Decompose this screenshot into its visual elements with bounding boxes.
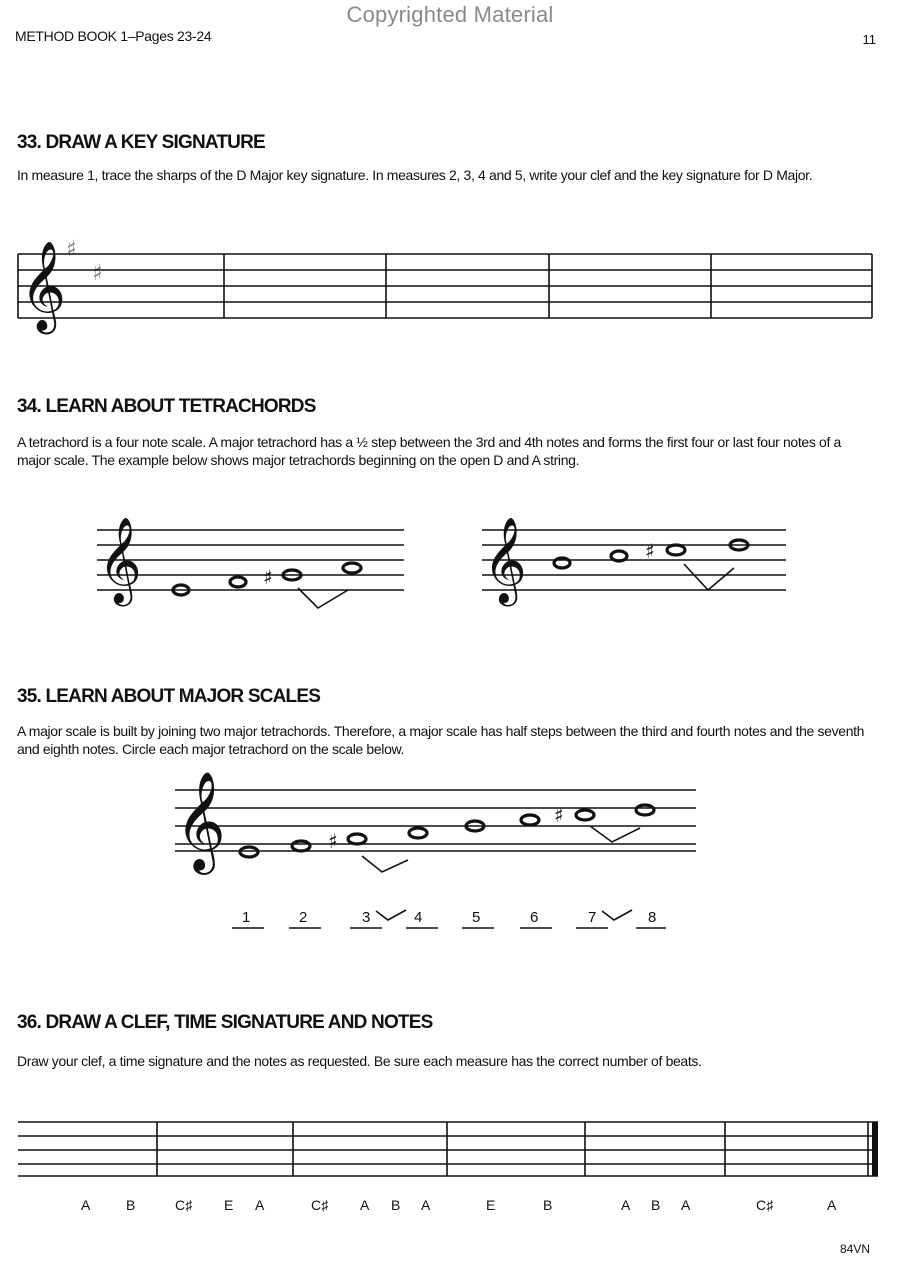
sharp-c-icon: ♯: [92, 261, 103, 286]
whole-note-b: [521, 815, 539, 825]
treble-clef-icon: 𝄞: [20, 241, 67, 331]
sharp-icon: ♯: [328, 829, 338, 853]
whole-note-f-sharp: [348, 834, 366, 844]
scale-degree-labels: [232, 909, 666, 928]
section-35-title: 35. LEARN ABOUT MAJOR SCALES: [17, 686, 321, 707]
note-name: C♯: [311, 1197, 329, 1213]
note-name: E: [224, 1197, 234, 1213]
note-name: B: [391, 1197, 401, 1213]
treble-clef-icon: 𝄞: [483, 517, 527, 603]
clef-time-notes-staff: [0, 1110, 900, 1220]
whole-note-c-sharp: [667, 545, 685, 555]
tetrachord-staffs: [0, 500, 900, 610]
catalog-code: 84VN: [839, 1242, 870, 1256]
note-name: B: [543, 1197, 553, 1213]
half-step-mark-icon: [590, 826, 640, 842]
note-name: A: [681, 1197, 691, 1213]
staff-lines: [175, 790, 696, 851]
half-step-mark-icon: [684, 564, 734, 590]
scale-degree: 1: [242, 909, 251, 926]
final-barline-thick: [872, 1122, 878, 1176]
requested-note-names: [81, 1197, 837, 1213]
sharp-icon: ♯: [554, 803, 564, 827]
copyright-watermark: Copyrighted Material: [346, 2, 554, 27]
note-name: E: [486, 1197, 496, 1213]
note-name: B: [126, 1197, 136, 1213]
staff-lines: [18, 1122, 878, 1176]
note-name: A: [360, 1197, 370, 1213]
half-step-mark-icon: [362, 856, 408, 872]
whole-note-d: [636, 805, 654, 815]
whole-note-e: [292, 841, 310, 851]
whole-note-d: [240, 847, 258, 857]
section-34-title: 34. LEARN ABOUT TETRACHORDS: [17, 396, 316, 417]
page-header-title: METHOD BOOK 1–Pages 23-24: [15, 28, 212, 44]
note-name: B: [651, 1197, 661, 1213]
scale-degree: 4: [414, 909, 423, 926]
half-step-mark-icon: [298, 588, 348, 608]
section-34-instructions: A tetrachord is a four note scale. A major tetrachord has a ½ step between the 3rd and 4th notes and forms the first four or last four notes of a major scale. The example below shows major tetrachords beginning on the open D and A string.: [17, 434, 841, 468]
scale-degree: 6: [530, 909, 539, 926]
section-35-instructions: A major scale is built by joining two major tetrachords. Therefore, a major scale has half steps between the third and fourth notes and the seventh and eighth notes. Circle each major tetrachord on the scale below.: [17, 723, 865, 757]
whole-note-a: [554, 558, 570, 568]
note-name: A: [421, 1197, 431, 1213]
note-name: A: [827, 1197, 837, 1213]
sharp-f-icon: ♯: [66, 237, 77, 262]
note-name: A: [81, 1197, 91, 1213]
sharp-icon: ♯: [645, 539, 655, 563]
staff-lines: [97, 530, 404, 590]
treble-clef-icon: 𝄞: [98, 517, 142, 603]
whole-note-g: [409, 828, 427, 838]
scale-degree: 7: [588, 909, 597, 926]
note-name: C♯: [756, 1197, 774, 1213]
sharp-icon: ♯: [263, 565, 273, 589]
page-number: 11: [862, 32, 876, 47]
note-name: A: [621, 1197, 631, 1213]
whole-note-g: [343, 563, 361, 573]
section-36-instructions: Draw your clef, a time signature and the notes as requested. Be sure each measure has the correct number of beats.: [17, 1053, 702, 1069]
whole-note-c-sharp: [576, 810, 594, 820]
major-scale-staff: [0, 770, 900, 940]
scale-degree: 5: [472, 909, 481, 926]
scale-degree: 3: [362, 909, 371, 926]
treble-clef-icon: 𝄞: [175, 771, 226, 871]
section-36-title: 36. DRAW A CLEF, TIME SIGNATURE AND NOTES: [17, 1012, 433, 1033]
scale-degree: 8: [648, 909, 657, 926]
key-signature-staff: [0, 220, 900, 330]
note-name: A: [255, 1197, 265, 1213]
scale-degree: 2: [299, 909, 308, 926]
section-33-title: 33. DRAW A KEY SIGNATURE: [17, 132, 265, 153]
section-33-instructions: In measure 1, trace the sharps of the D Major key signature. In measures 2, 3, 4 and 5, write your clef and the key signature for D Major.: [17, 167, 813, 183]
whole-note-e: [230, 577, 246, 587]
staff-lines: [18, 254, 872, 318]
note-name: C♯: [175, 1197, 193, 1213]
whole-note-b: [611, 551, 627, 561]
